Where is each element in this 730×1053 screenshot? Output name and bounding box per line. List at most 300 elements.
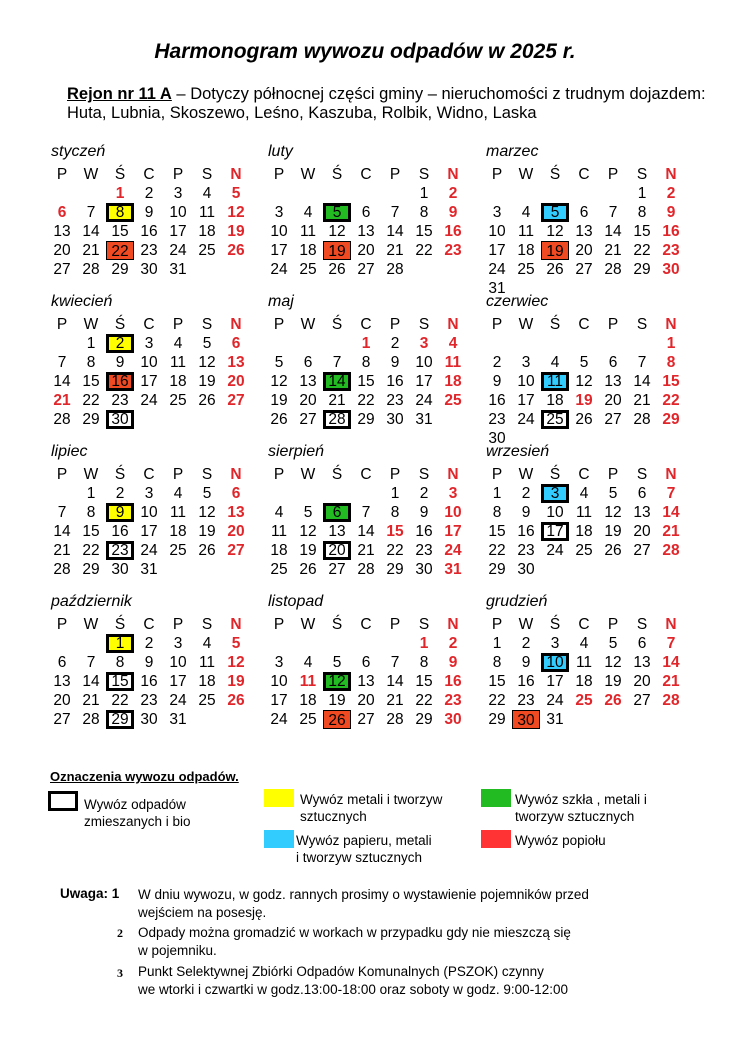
day-cell: 12 [328,223,346,240]
day-cell: 2 [115,485,125,502]
day-cell: 23 [386,392,404,409]
day-cell: 18 [270,542,288,559]
weekday-header: P [389,616,401,633]
day-cell: 6 [231,335,241,352]
day-cell: 10 [488,223,506,240]
day-cell: 14 [323,372,351,391]
weekday-header: N [230,316,242,333]
legend-swatch-green [481,789,511,807]
day-cell: 5 [303,504,313,521]
day-cell: 27 [357,261,375,278]
day-cell: 21 [386,692,404,709]
day-cell: 7 [86,654,96,671]
day-cell: 23 [444,242,462,259]
legend-line: Wywóz popiołu [515,833,606,848]
day-cell: 9 [521,504,531,521]
weekday-header: N [230,466,242,483]
day-cell: 21 [53,392,71,409]
day-cell: 7 [390,204,400,221]
day-cell: 9 [390,354,400,371]
day-cell: 29 [633,261,651,278]
day-cell: 20 [227,373,245,390]
day-cell: 10 [169,204,187,221]
day-cell: 27 [328,561,346,578]
day-cell: 18 [198,223,216,240]
day-cell: 24 [270,711,288,728]
day-cell: 6 [231,485,241,502]
weekday-header: W [518,316,534,333]
day-cell: 3 [550,635,560,652]
day-cell: 11 [299,223,317,240]
day-cell: 22 [386,542,404,559]
day-cell: 25 [517,261,535,278]
month-2 [265,143,480,293]
day-cell: 5 [231,185,241,202]
legend-line: zmieszanych i bio [84,814,191,829]
day-cell: 14 [386,673,404,690]
day-cell: 12 [227,654,245,671]
day-cell: 28 [386,711,404,728]
weekday-header: Ś [549,166,561,183]
weekday-header: C [360,616,372,633]
day-cell: 13 [227,354,245,371]
weekday-header: P [491,616,503,633]
day-cell: 14 [633,373,651,390]
day-cell: 12 [270,373,288,390]
day-cell: 8 [419,204,429,221]
day-cell: 1 [86,335,96,352]
day-cell: 25 [575,692,593,709]
month-name: październik [51,593,132,610]
day-cell: 8 [419,654,429,671]
day-cell: 26 [270,411,288,428]
weekday-header: C [143,316,155,333]
day-cell: 15 [415,673,433,690]
day-cell: 15 [106,672,134,691]
day-cell: 29 [106,710,134,729]
weekday-header: C [143,466,155,483]
day-cell: 23 [517,692,535,709]
day-cell: 18 [517,242,535,259]
weekday-header: W [83,466,99,483]
day-cell: 18 [444,373,462,390]
month-name: styczeń [51,143,106,160]
day-cell: 1 [492,485,502,502]
day-cell: 6 [303,354,313,371]
day-cell: 6 [323,503,351,522]
day-cell: 5 [608,485,618,502]
day-cell: 3 [173,635,183,652]
day-cell: 1 [115,185,125,202]
day-cell: 5 [579,354,589,371]
day-cell: 27 [299,411,317,428]
day-cell: 21 [633,392,651,409]
day-cell: 2 [448,185,458,202]
day-cell: 29 [415,711,433,728]
day-cell: 19 [198,373,216,390]
month-name: sierpień [268,443,325,460]
weekday-header: P [172,316,184,333]
day-cell: 6 [608,354,618,371]
day-cell: 12 [227,204,245,221]
day-cell: 29 [488,711,506,728]
weekday-header: C [360,166,372,183]
legend-line: sztucznych [300,809,367,824]
day-cell: 17 [541,522,569,541]
weekday-header: W [300,466,316,483]
day-cell: 12 [198,354,216,371]
day-cell: 13 [53,673,71,690]
legend-text-blue [296,832,432,866]
day-cell: 8 [637,204,647,221]
day-cell: 6 [57,654,67,671]
day-cell: 27 [357,711,375,728]
month-9 [483,443,698,593]
month-name: czerwiec [486,293,549,310]
day-cell: 26 [227,692,245,709]
note-line: w pojemniku. [138,943,217,958]
day-cell: 16 [662,223,680,240]
day-cell: 1 [390,485,400,502]
day-cell: 3 [448,485,458,502]
day-cell: 23 [517,542,535,559]
day-cell: 4 [202,185,212,202]
note-2 [138,924,678,960]
day-cell: 28 [53,411,71,428]
day-cell: 2 [492,354,502,371]
day-cell: 27 [53,711,71,728]
day-cell: 6 [361,654,371,671]
day-cell: 3 [274,654,284,671]
day-cell: 7 [390,654,400,671]
day-cell: 11 [270,523,288,540]
day-cell: 27 [633,692,651,709]
legend-text-green [515,791,647,825]
day-cell: 6 [579,204,589,221]
day-cell: 7 [666,635,676,652]
day-cell: 11 [169,354,187,371]
day-cell: 17 [270,692,288,709]
day-cell: 2 [144,635,154,652]
month-name: luty [268,143,293,160]
weekday-header: C [360,316,372,333]
month-8 [265,443,480,593]
day-cell: 16 [415,523,433,540]
day-cell: 24 [517,411,535,428]
day-cell: 1 [637,185,647,202]
day-cell: 10 [169,654,187,671]
day-cell: 30 [140,261,158,278]
day-cell: 13 [357,673,375,690]
day-cell: 12 [575,373,593,390]
day-cell: 15 [662,373,680,390]
day-cell: 28 [633,411,651,428]
day-cell: 15 [415,223,433,240]
weekday-header: S [636,616,648,633]
month-name: grudzień [486,593,548,610]
day-cell: 25 [198,242,216,259]
day-cell: 11 [575,654,593,671]
day-cell: 9 [144,654,154,671]
day-cell: 16 [140,673,158,690]
day-cell: 14 [604,223,622,240]
day-cell: 19 [270,392,288,409]
day-cell: 16 [106,372,134,391]
day-cell: 28 [386,261,404,278]
day-cell: 18 [546,392,564,409]
day-cell: 7 [57,504,67,521]
weekday-header: Ś [114,316,126,333]
legend-text-red [515,832,606,849]
day-cell: 25 [169,542,187,559]
weekday-header: Ś [549,466,561,483]
day-cell: 3 [541,484,569,503]
day-cell: 12 [604,504,622,521]
day-cell: 17 [488,242,506,259]
legend-text-mixed [84,796,191,830]
day-cell: 19 [227,673,245,690]
day-cell: 28 [53,561,71,578]
day-cell: 14 [662,504,680,521]
day-cell: 10 [415,354,433,371]
day-cell: 31 [169,261,187,278]
day-cell: 1 [419,635,429,652]
day-cell: 11 [198,654,216,671]
day-cell: 3 [274,204,284,221]
weekday-header: N [665,466,677,483]
day-cell: 11 [541,372,569,391]
day-cell: 27 [53,261,71,278]
day-cell: 13 [633,654,651,671]
page-title: Harmonogram wywozu odpadów w 2025 r. [154,40,576,63]
weekday-header: C [578,316,590,333]
weekday-header: W [83,166,99,183]
weekday-header: P [607,466,619,483]
weekday-header: C [143,166,155,183]
weekday-header: W [300,316,316,333]
weekday-header: C [578,616,590,633]
weekday-header: S [636,166,648,183]
day-cell: 29 [82,561,100,578]
day-cell: 30 [415,561,433,578]
day-cell: 28 [357,561,375,578]
month-name: kwiecień [51,293,113,310]
day-cell: 3 [521,354,531,371]
day-cell: 4 [579,635,589,652]
day-cell: 19 [604,673,622,690]
day-cell: 30 [512,710,540,729]
weekday-header: P [607,316,619,333]
month-3 [483,143,698,297]
day-cell: 1 [361,335,371,352]
day-cell: 7 [332,354,342,371]
day-cell: 1 [666,335,676,352]
day-cell: 23 [662,242,680,259]
legend-line: tworzyw sztucznych [515,809,635,824]
day-cell: 30 [111,561,129,578]
day-cell: 30 [662,261,680,278]
day-cell: 30 [517,561,535,578]
day-cell: 22 [633,242,651,259]
day-cell: 4 [550,354,560,371]
weekday-header: W [300,616,316,633]
day-cell: 11 [299,673,317,690]
weekday-header: P [172,616,184,633]
day-cell: 22 [415,692,433,709]
day-cell: 19 [328,692,346,709]
month-name: lipiec [51,443,88,460]
month-7 [48,443,263,593]
day-cell: 20 [357,692,375,709]
day-cell: 15 [82,523,100,540]
day-cell: 25 [299,711,317,728]
day-cell: 17 [140,523,158,540]
day-cell: 30 [488,430,506,447]
day-cell: 11 [169,504,187,521]
day-cell: 16 [488,392,506,409]
day-cell: 15 [357,373,375,390]
day-cell: 13 [575,223,593,240]
day-cell: 17 [415,373,433,390]
day-cell: 18 [575,523,593,540]
day-cell: 10 [270,223,288,240]
weekday-header: W [518,466,534,483]
weekday-header: P [56,616,68,633]
legend-text-yellow [300,791,442,825]
day-cell: 27 [633,542,651,559]
day-cell: 22 [82,542,100,559]
day-cell: 21 [662,673,680,690]
day-cell: 29 [357,411,375,428]
day-cell: 20 [53,692,71,709]
day-cell: 18 [299,692,317,709]
day-cell: 16 [517,673,535,690]
weekday-header: Ś [331,316,343,333]
month-name: listopad [268,593,324,610]
weekday-header: C [143,616,155,633]
day-cell: 1 [492,635,502,652]
day-cell: 23 [140,692,158,709]
day-cell: 9 [106,503,134,522]
day-cell: 13 [328,523,346,540]
day-cell: 2 [666,185,676,202]
day-cell: 3 [492,204,502,221]
weekday-header: C [578,466,590,483]
day-cell: 3 [144,485,154,502]
day-cell: 26 [575,411,593,428]
day-cell: 14 [662,654,680,671]
day-cell: 9 [144,204,154,221]
weekday-header: S [201,316,213,333]
day-cell: 4 [173,485,183,502]
weekday-header: S [636,316,648,333]
weekday-header: S [418,166,430,183]
day-cell: 4 [274,504,284,521]
day-cell: 26 [604,542,622,559]
day-cell: 1 [106,634,134,653]
day-cell: 3 [173,185,183,202]
day-cell: 14 [82,223,100,240]
day-cell: 16 [111,523,129,540]
day-cell: 22 [106,241,134,260]
day-cell: 24 [415,392,433,409]
notes-label: Uwaga: 1 [60,886,120,901]
weekday-header: P [491,166,503,183]
day-cell: 16 [444,673,462,690]
day-cell: 23 [111,392,129,409]
day-cell: 19 [198,523,216,540]
weekday-header: P [273,316,285,333]
day-cell: 25 [575,542,593,559]
day-cell: 28 [662,542,680,559]
day-cell: 26 [546,261,564,278]
day-cell: 27 [227,542,245,559]
day-cell: 14 [386,223,404,240]
day-cell: 11 [517,223,535,240]
day-cell: 29 [82,411,100,428]
weekday-header: P [491,466,503,483]
day-cell: 5 [274,354,284,371]
day-cell: 31 [140,561,158,578]
day-cell: 9 [492,373,502,390]
day-cell: 20 [357,242,375,259]
weekday-header: Ś [549,316,561,333]
day-cell: 21 [82,242,100,259]
day-cell: 13 [604,373,622,390]
day-cell: 19 [541,241,569,260]
weekday-header: N [230,616,242,633]
day-cell: 21 [82,692,100,709]
day-cell: 21 [328,392,346,409]
note-1 [138,886,678,922]
weekday-header: P [389,316,401,333]
day-cell: 25 [169,392,187,409]
day-cell: 6 [637,485,647,502]
weekday-header: N [447,316,459,333]
month-12 [483,593,698,743]
day-cell: 26 [604,692,622,709]
weekday-header: N [665,616,677,633]
day-cell: 27 [604,411,622,428]
day-cell: 29 [111,261,129,278]
day-cell: 28 [82,711,100,728]
day-cell: 10 [270,673,288,690]
day-cell: 29 [386,561,404,578]
weekday-header: P [491,316,503,333]
day-cell: 22 [488,542,506,559]
weekday-header: W [518,166,534,183]
region-label: Rejon nr 11 A [67,85,172,103]
day-cell: 8 [361,354,371,371]
day-cell: 9 [448,654,458,671]
day-cell: 12 [299,523,317,540]
day-cell: 5 [332,654,342,671]
day-cell: 6 [637,635,647,652]
day-cell: 30 [140,711,158,728]
day-cell: 22 [82,392,100,409]
day-cell: 5 [202,485,212,502]
month-name: marzec [486,143,539,160]
day-cell: 12 [546,223,564,240]
day-cell: 25 [270,561,288,578]
month-name: wrzesień [486,443,550,460]
day-cell: 16 [140,223,158,240]
weekday-header: S [201,616,213,633]
day-cell: 26 [328,261,346,278]
day-cell: 16 [517,523,535,540]
day-cell: 8 [492,654,502,671]
day-cell: 31 [169,711,187,728]
